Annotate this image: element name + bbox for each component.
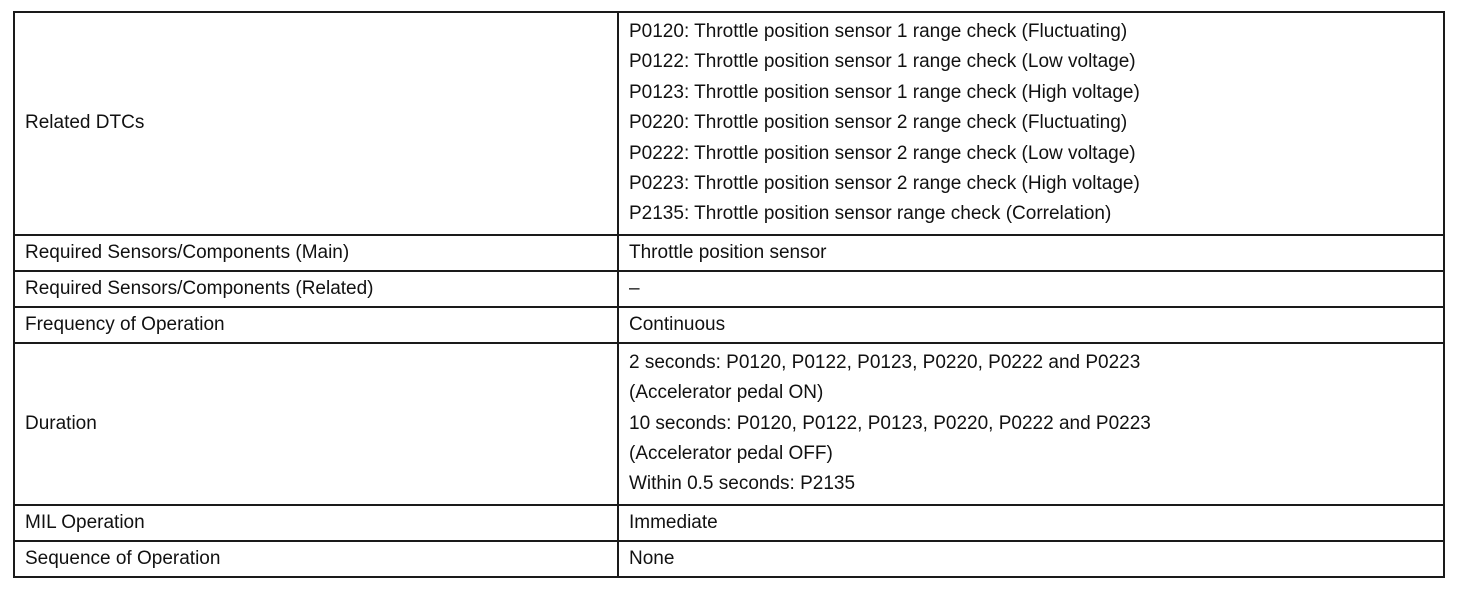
row-label-sensors-main: Required Sensors/Components (Main): [14, 235, 618, 271]
duration-line: (Accelerator pedal ON): [629, 382, 824, 404]
duration-line: 2 seconds: P0120, P0122, P0123, P0220, P0222 and P0223: [629, 351, 1141, 373]
dtc-spec-table: [13, 11, 1445, 578]
row-value-sensors-main: Throttle position sensor: [618, 235, 1444, 271]
dtc-line: P0220: Throttle position sensor 2 range check (Fluctuating): [629, 112, 1128, 134]
row-label-sensors-related: Required Sensors/Components (Related): [14, 271, 618, 307]
row-value-mil-operation: Immediate: [618, 505, 1444, 541]
table-row-sensors-related: [14, 271, 1444, 307]
row-label-mil-operation: MIL Operation: [14, 505, 618, 541]
dtc-line: P2135: Throttle position sensor range check (Correlation): [629, 203, 1112, 225]
table-row-frequency: [14, 307, 1444, 343]
dtc-line: P0123: Throttle position sensor 1 range check (High voltage): [629, 81, 1140, 103]
table-row-sensors-main: [14, 235, 1444, 271]
row-value-related-dtcs: [618, 12, 1444, 235]
row-value-sensors-related: –: [618, 271, 1444, 307]
duration-line: 10 seconds: P0120, P0122, P0123, P0220, P0222 and P0223: [629, 412, 1151, 434]
table-row-duration: [14, 343, 1444, 505]
row-label-sequence: Sequence of Operation: [14, 541, 618, 577]
dtc-line: P0120: Throttle position sensor 1 range check (Fluctuating): [629, 21, 1128, 42]
row-value-duration: [618, 343, 1444, 505]
row-label-related-dtcs: Related DTCs: [14, 12, 618, 235]
row-label-frequency: Frequency of Operation: [14, 307, 618, 343]
row-label-duration: Duration: [14, 343, 618, 505]
duration-line: (Accelerator pedal OFF): [629, 442, 833, 464]
row-value-frequency: Continuous: [618, 307, 1444, 343]
dtc-line: P0122: Throttle position sensor 1 range check (Low voltage): [629, 51, 1136, 73]
duration-line: Within 0.5 seconds: P2135: [629, 473, 856, 495]
table-row-sequence: [14, 541, 1444, 577]
dtc-line: P0223: Throttle position sensor 2 range check (High voltage): [629, 172, 1140, 194]
table-row-related-dtcs: [14, 12, 1444, 235]
row-value-sequence: None: [618, 541, 1444, 577]
table-row-mil-operation: [14, 505, 1444, 541]
dtc-line: P0222: Throttle position sensor 2 range check (Low voltage): [629, 142, 1136, 164]
